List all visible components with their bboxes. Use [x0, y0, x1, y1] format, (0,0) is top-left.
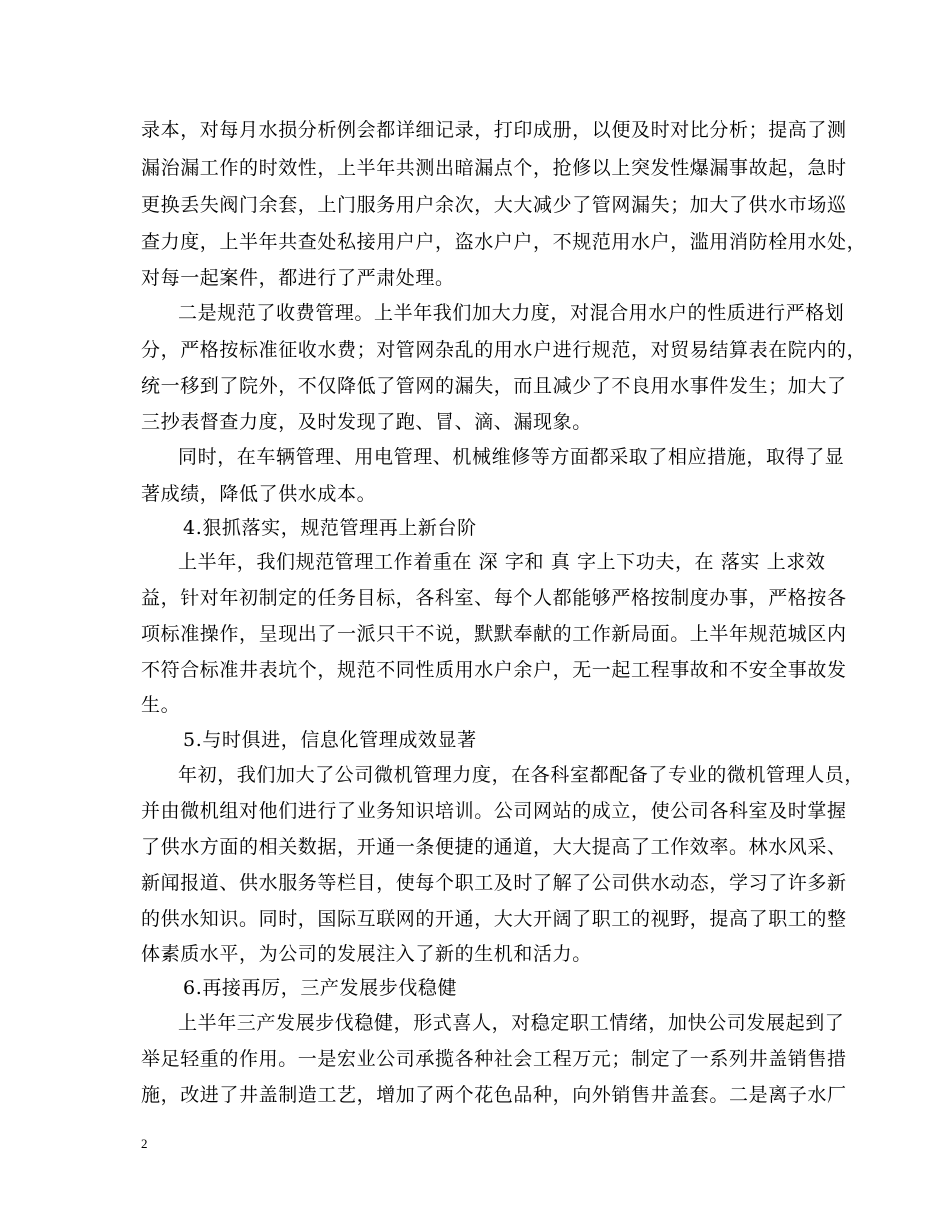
text-line: 施，改进了井盖制造工艺，增加了两个花色品种，向外销售井盖套。二是离子水厂 — [141, 1084, 847, 1106]
page-number: 2 — [141, 1136, 148, 1151]
paragraph-first-line: 上半年三产发展步伐稳健，形式喜人，对稳定职工情绪，加快公司发展起到了 — [178, 1012, 845, 1034]
paragraph-first-line: 年初，我们加大了公司微机管理力度，在各科室都配备了专业的微机管理人员， — [178, 764, 865, 786]
text-line: 体素质水平，为公司的发展注入了新的生机和活力。 — [141, 943, 592, 965]
text-line: 的供水知识。同时，国际互联网的开通，大大开阔了职工的视野，提高了职工的整 — [141, 908, 847, 930]
text-line: 录本，对每月水损分析例会都详细记录，打印成册，以便及时对比分析；提高了测 — [141, 119, 847, 141]
section-heading: 4.狠抓落实，规范管理再上新台阶 — [183, 517, 477, 539]
section-heading: 6.再接再厉，三产发展步伐稳健 — [183, 977, 458, 999]
paragraph-first-line: 二是规范了收费管理。上半年我们加大力度，对混合用水户的性质进行严格划 — [178, 302, 845, 324]
text-line: 不符合标准井表坑个，规范不同性质用水户余户，无一起工程事故和不安全事故发 — [141, 659, 847, 681]
text-line: 并由微机组对他们进行了业务知识培训。公司网站的成立，使公司各科室及时掌握 — [141, 800, 847, 822]
text-line: 更换丢失阀门余套，上门服务用户余次，大大减少了管网漏失；加大了供水市场巡 — [141, 194, 847, 216]
text-line: 益，针对年初制定的任务目标，各科室、每个人都能够严格按制度办事，严格按各 — [141, 587, 847, 609]
text-line: 三抄表督查力度，及时发现了跑、冒、滴、漏现象。 — [141, 411, 592, 433]
paragraph-first-line: 同时，在车辆管理、用电管理、机械维修等方面都采取了相应措施，取得了显 — [178, 446, 845, 468]
section-heading: 5.与时俱进，信息化管理成效显著 — [183, 729, 477, 751]
text-line: 分，严格按标准征收水费；对管网杂乱的用水户进行规范，对贸易结算表在院内的， — [141, 339, 867, 361]
text-line: 生。 — [141, 694, 181, 716]
text-line: 了供水方面的相关数据，开通一条便捷的通道，大大提高了工作效率。林水风采、 — [141, 836, 847, 858]
text-line: 项标准操作，呈现出了一派只干不说，默默奉献的工作新局面。上半年规范城区内 — [141, 623, 847, 645]
text-line: 举足轻重的作用。一是宏业公司承揽各种社会工程万元；制定了一系列井盖销售措 — [141, 1048, 847, 1070]
text-line: 查力度，上半年共查处私接用户户，盗水户户，不规范用水户，滥用消防栓用水处， — [141, 231, 867, 253]
text-line: 新闻报道、供水服务等栏目，使每个职工及时了解了公司供水动态，学习了许多新 — [141, 872, 847, 894]
paragraph-first-line: 上半年，我们规范管理工作着重在 深 字和 真 字上下功夫，在 落实 上求效 — [178, 551, 826, 573]
text-line: 漏治漏工作的时效性，上半年共测出暗漏点个，抢修以上突发性爆漏事故起，急时 — [141, 157, 847, 179]
text-line: 统一移到了院外，不仅降低了管网的漏失，而且减少了不良用水事件发生；加大了 — [141, 375, 847, 397]
text-line: 著成绩，降低了供水成本。 — [141, 483, 377, 505]
text-line: 对每一起案件，都进行了严肃处理。 — [141, 267, 455, 289]
